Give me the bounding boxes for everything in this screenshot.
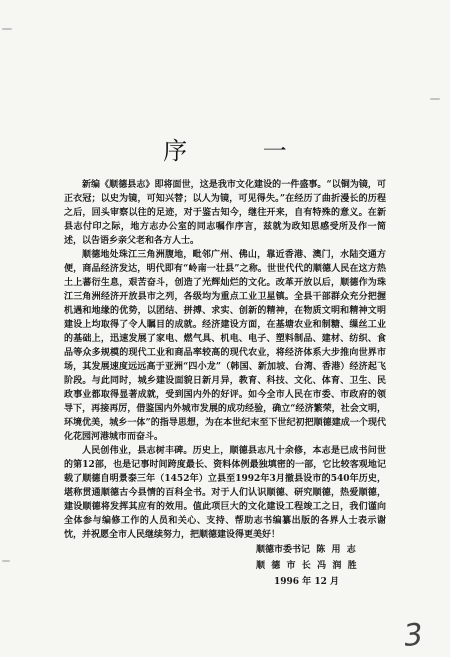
preface-title: 序 一 <box>163 137 321 165</box>
page-number: 3 <box>402 617 425 654</box>
scan-mark <box>2 28 12 30</box>
paragraph: 人民创伟业，县志树丰碑。历史上，顺德县志凡十余修，本志是已成书问世的第12部，也是记事时间跨度最长、资料体例最独填密的一部，它比较客观地记载了顺德自明景泰三年（1452年）立县至1992年3月撤县设市的540年历史，堪称贯通顺德古今县情的百科全书。对于人们认识顺德、研究顺德，热爱顺德，建设顺德将发挥其应有的效用。值此项巨大的文化建设工程竣工之日，我们谨向全体参与编修工作的人员和关心、支持、帮助志书编纂出版的各界人士表示谢忱，并祝愿全市人民继续努力，把顺德建设得更美好！ <box>64 446 386 540</box>
paragraph: 顺德地处珠江三角洲腹地，毗邻广州、佛山，靠近香港、澳门，水陆交通方便，商品经济发达，明代即有“岭南一壮县”之称。世世代代的顺德人民在这方热土上蕃衍生息，艰苦奋斗，创造了光辉灿烂的文化。改革开放以后，顺德作为珠江三角洲经济开放县市之列，各级均为重点工业卫星镇。全县干部群众充分把握机遇和地缘的优势，以团结、拼搏、求实、创新的精神，在物质文明和精神文明建设上均取得了令人瞩目的成就。经济建设方面，在基塘农业和制糖、缫丝工业的基础上，迅速发展了家电、燃气具、机电、电子、塑料制品、建材、纺织、食品等众多规模的现代工业和商品率较高的现代农业，将经济体系大步推向世界市场，其发展速度远远高于亚洲“四小龙”（韩国、新加坡、台湾、香港）经济起飞阶段。与此同时，城乡建设面貌日新月异，教育、科技、文化、体育、卫生、民政事业都取得显著成就，受到国内外的好评。如今全市人民在市委、市政府的领导下，再接再厉，借鉴国内外城市发展的成功经验，确立“经济繁荣，社会文明，环境优美，城乡一体”的指导思想，为在本世纪末至下世纪初把顺德建成一个现代化花园河港城市而奋斗。 <box>64 250 386 442</box>
signature-date: 1996 年 12 月 <box>274 577 339 587</box>
signature-block <box>256 542 357 590</box>
scan-mark <box>430 98 440 100</box>
scan-mark <box>2 560 10 562</box>
paragraph: 新编《顺德县志》即将面世，这是我市文化建设的一件盛事。“以铜为镜，可正衣冠；以史为镜，可知兴替；以人为镜，可见得失。”在经历了曲折漫长的历程之后，回头审察以往的足迹，对于鉴古知今，继往开来，自有特殊的意义。在新县志付印之际，地方志办公室的同志嘱作序言，兹就为政知思感受所及作一简述，以告语乡亲父老和各方人士。 <box>64 180 386 246</box>
signature-party-secretary: 顺德市委书记 陈 用 志 <box>256 545 356 555</box>
signature-mayor: 顺 德 市 长 冯 润 胜 <box>256 561 357 571</box>
preface-body <box>64 178 386 542</box>
